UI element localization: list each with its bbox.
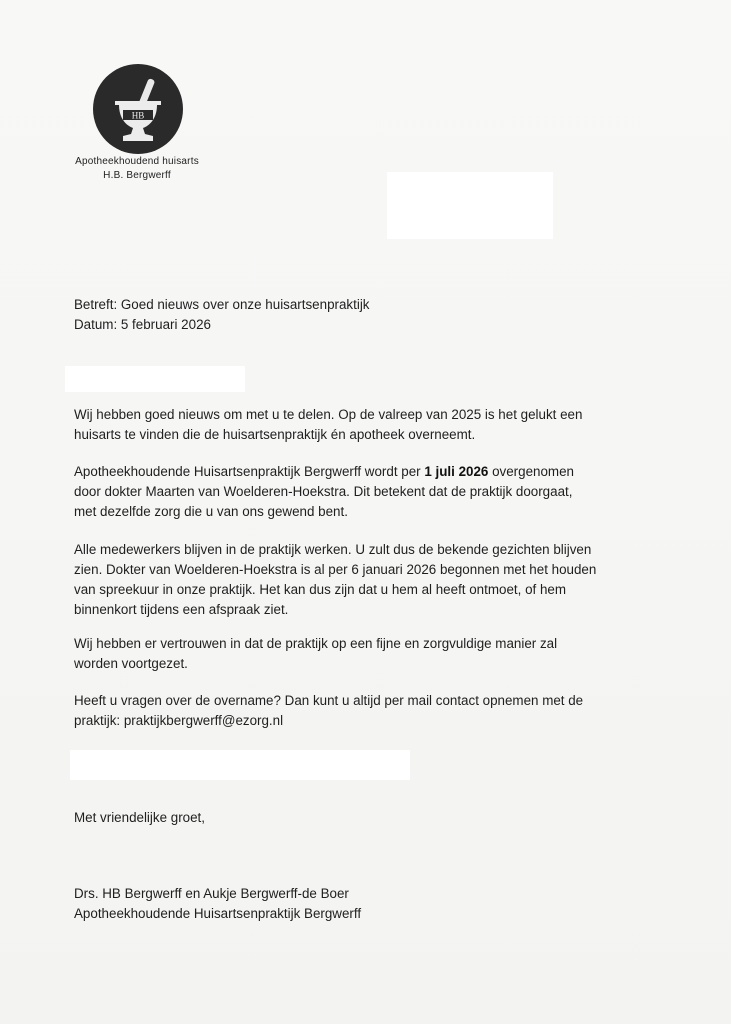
paragraph-1-line-2: huisarts te vinden die de huisartsenpraktijk én apotheek overneemt.: [74, 427, 476, 442]
paragraph-1: [74, 405, 582, 445]
paragraph-3: [74, 540, 596, 620]
letterhead-caption: [60, 155, 214, 183]
paragraph-5-line-1: Heeft u vragen over de overname? Dan kunt u altijd per mail contact opnemen met de: [74, 693, 584, 708]
paragraph-2-line-3: met dezelfde zorg die u van ons gewend bent.: [74, 504, 348, 519]
caption-line-2: H.B. Bergwerff: [103, 170, 171, 181]
date-line: Datum: 5 februari 2026: [74, 317, 211, 332]
subject-line: Betreft: Goed nieuws over onze huisartsenpraktijk: [74, 297, 370, 312]
paragraph-4: [74, 634, 557, 674]
takeover-date: 1 juli 2026: [424, 464, 489, 479]
logo-monogram: HB: [131, 110, 145, 121]
paragraph-4-line-2: worden voortgezet.: [74, 656, 188, 671]
paragraph-3-line-3: van spreekuur in onze praktijk. Het kan dus zijn dat u hem al heeft ontmoet, of hem: [74, 582, 567, 597]
paragraph-3-line-2: zien. Dokter van Woelderen-Hoekstra is al per 6 januari 2026 begonnen met het houden: [74, 562, 597, 577]
signature-line-1: Drs. HB Bergwerff en Aukje Bergwerff-de Boer: [74, 886, 349, 901]
paragraph-3-line-1: Alle medewerkers blijven in de praktijk werken. U zult dus de bekende gezichten blijven: [74, 542, 592, 557]
mortar-pestle-logo: [93, 64, 183, 154]
paragraph-2: [74, 462, 574, 522]
paragraph-2-line-2: door dokter Maarten van Woelderen-Hoekstra. Dit betekent dat de praktijk doorgaat,: [74, 484, 573, 499]
closing-greeting: Met vriendelijke groet,: [74, 810, 205, 825]
paragraph-4-line-1: Wij hebben er vertrouwen in dat de praktijk op een fijne en zorgvuldige manier zal: [74, 636, 558, 651]
redacted-salutation: [65, 366, 245, 392]
paragraph-5: [74, 691, 583, 731]
redacted-address-block: [387, 172, 553, 239]
signature-line-2: Apotheekhoudende Huisartsenpraktijk Bergwerff: [74, 906, 362, 921]
paragraph-5-line-2: praktijk: praktijkbergwerff@ezorg.nl: [74, 713, 284, 728]
redacted-line: [70, 750, 410, 780]
paragraph-2-line-1: Apotheekhoudende Huisartsenpraktijk Bergwerff wordt per 1 juli 2026 overgenomen: [74, 464, 574, 479]
paragraph-1-line-1: Wij hebben goed nieuws om met u te delen. Op de valreep van 2025 is het gelukt een: [74, 407, 583, 422]
mortar-icon: [93, 64, 183, 154]
paragraph-3-line-4: binnenkort tijdens een afspraak ziet.: [74, 602, 289, 617]
caption-line-1: Apotheekhoudend huisarts: [75, 156, 199, 167]
